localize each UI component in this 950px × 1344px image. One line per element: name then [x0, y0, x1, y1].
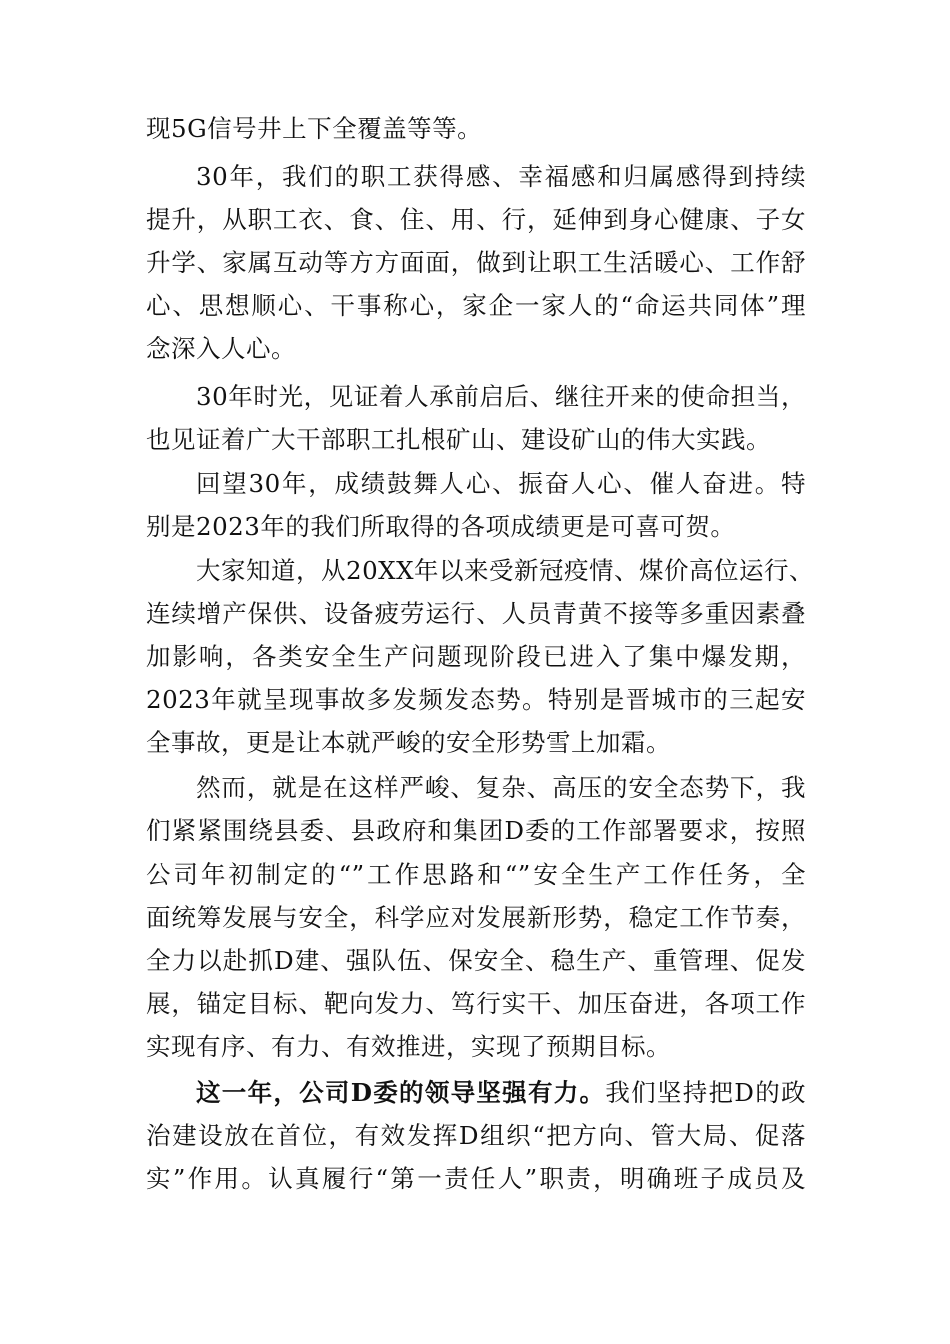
paragraph-line: 公司年初制定的“”工作思路和“”安全生产工作任务，全 — [146, 860, 806, 889]
lead-in-continuation: 我们坚持把D的政 — [605, 1078, 806, 1107]
paragraph-line: 面统筹发展与安全，科学应对发展新形势，稳定工作节奏， — [146, 903, 806, 932]
paragraph-line: 们紧紧围绕县委、县政府和集团D委的工作部署要求，按照 — [146, 816, 806, 845]
paragraph-line: 念深入人心。 — [146, 334, 296, 363]
paragraph-line: 现5G信号井上下全覆盖等等。 — [146, 114, 483, 143]
paragraph-line: 提升，从职工衣、食、住、用、行，延伸到身心健康、子女 — [146, 205, 806, 234]
paragraph-line: 然而，就是在这样严峻、复杂、高压的安全态势下，我 — [196, 773, 806, 802]
paragraph-line: 加影响，各类安全生产问题现阶段已进入了集中爆发期， — [146, 642, 806, 671]
paragraph-line: 全事故，更是让本就严峻的安全形势雪上加霜。 — [146, 728, 671, 757]
paragraph-line: 别是2023年的我们所取得的各项成绩更是可喜可贺。 — [146, 512, 736, 541]
paragraph-line: 心、思想顺心、干事称心，家企一家人的“命运共同体”理 — [146, 291, 806, 320]
bold-lead-in: 这一年，公司D委的领导坚强有力。 — [196, 1078, 606, 1107]
paragraph-line: 大家知道，从20XX年以来受新冠疫情、煤价高位运行、 — [196, 556, 815, 585]
paragraph-line: 治建设放在首位，有效发挥D组织“把方向、管大局、促落 — [146, 1121, 806, 1150]
paragraph-line: 升学、家属互动等方方面面，做到让职工生活暖心、工作舒 — [146, 248, 806, 277]
paragraph-line: 连续增产保供、设备疲劳运行、人员青黄不接等多重因素叠 — [146, 599, 806, 628]
paragraph-line — [196, 1071, 806, 1115]
paragraph-line: 30年，我们的职工获得感、幸福感和归属感得到持续 — [196, 162, 806, 191]
paragraph-line: 回望30年，成绩鼓舞人心、振奋人心、催人奋进。特 — [196, 469, 806, 498]
paragraph-line: 30年时光，见证着人承前启后、继往开来的使命担当， — [196, 382, 806, 411]
paragraph-line: 实”作用。认真履行“第一责任人”职责，明确班子成员及 — [146, 1164, 806, 1193]
paragraph-line: 全力以赴抓D建、强队伍、保安全、稳生产、重管理、促发 — [146, 946, 806, 975]
paragraph-line: 也见证着广大干部职工扎根矿山、建设矿山的伟大实践。 — [146, 425, 771, 454]
paragraph-line: 2023年就呈现事故多发频发态势。特别是晋城市的三起安 — [146, 685, 806, 714]
paragraph-line: 展，锚定目标、靶向发力、笃行实干、加压奋进，各项工作 — [146, 989, 806, 1018]
paragraph-line: 实现有序、有力、有效推进，实现了预期目标。 — [146, 1032, 671, 1061]
